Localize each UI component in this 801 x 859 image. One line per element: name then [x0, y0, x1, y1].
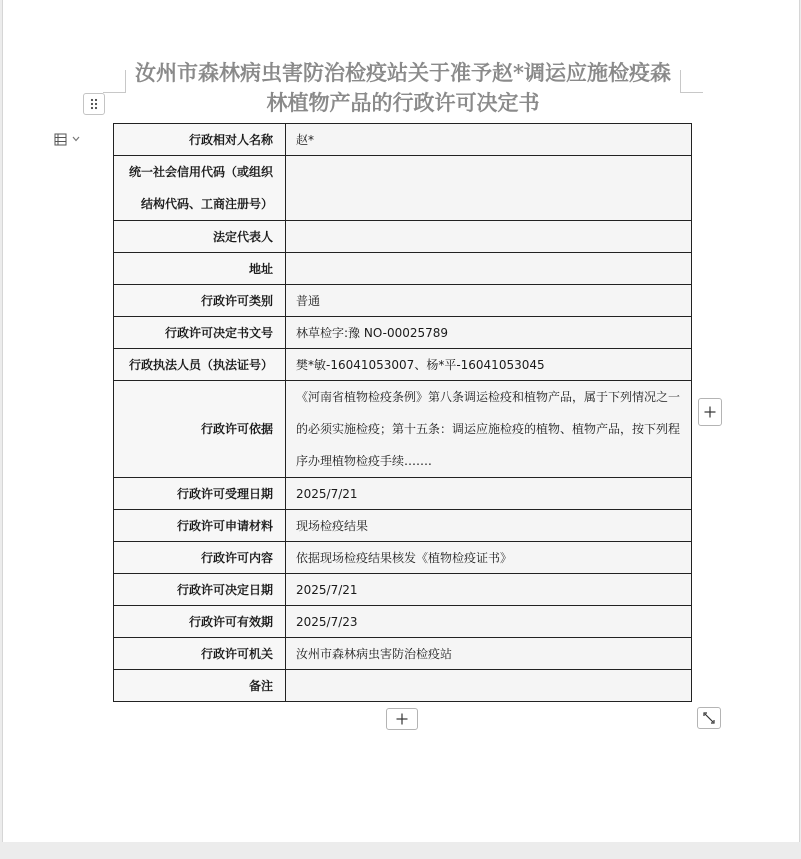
row-value[interactable]: 樊*敏-16041053007、杨*平-16041053045 [286, 349, 692, 381]
document-title: 汝州市森林病虫害防治检疫站关于准予赵*调运应施检疫森林植物产品的行政许可决定书 [135, 60, 671, 115]
row-value[interactable]: 依据现场检疫结果核发《植物检疫证书》 [286, 542, 692, 574]
row-value[interactable]: 2025/7/21 [286, 574, 692, 606]
row-value[interactable] [286, 156, 692, 221]
row-value[interactable]: 赵* [286, 124, 692, 156]
row-value[interactable]: 汝州市森林病虫害防治检疫站 [286, 638, 692, 670]
row-label: 行政许可内容 [114, 542, 286, 574]
plus-icon [396, 713, 408, 725]
row-value[interactable] [286, 221, 692, 253]
info-table [113, 123, 692, 702]
row-label: 行政许可有效期 [114, 606, 286, 638]
row-value[interactable] [286, 670, 692, 702]
table-row [114, 574, 692, 606]
row-label: 行政许可申请材料 [114, 510, 286, 542]
table-row [114, 124, 692, 156]
row-label: 行政许可机关 [114, 638, 286, 670]
row-label: 行政许可决定书文号 [114, 317, 286, 349]
resize-icon [703, 712, 715, 724]
row-label: 统一社会信用代码（或组织结构代码、工商注册号） [114, 156, 286, 221]
table-row [114, 285, 692, 317]
drag-handle-icon [90, 98, 98, 110]
row-label: 行政许可受理日期 [114, 478, 286, 510]
row-value[interactable]: 2025/7/21 [286, 478, 692, 510]
row-value[interactable]: 《河南省植物检疫条例》第八条调运检疫和植物产品，属于下列情况之一的必须实施检疫；第十五条：调运应施检疫的植物、植物产品，按下列程序办理植物检疫手续……. [286, 381, 692, 478]
block-drag-handle[interactable] [83, 93, 105, 115]
add-row-button[interactable] [386, 708, 418, 730]
row-value[interactable]: 2025/7/23 [286, 606, 692, 638]
row-value[interactable]: 林草检字:豫 NO-00025789 [286, 317, 692, 349]
margin-corner-left [103, 70, 126, 93]
row-value[interactable] [286, 253, 692, 285]
row-label: 法定代表人 [114, 221, 286, 253]
table-row [114, 221, 692, 253]
row-value[interactable]: 现场检疫结果 [286, 510, 692, 542]
table-row [114, 542, 692, 574]
table-row [114, 381, 692, 478]
plus-icon [704, 406, 716, 418]
document-page [2, 0, 800, 842]
row-label: 备注 [114, 670, 286, 702]
row-value[interactable]: 普通 [286, 285, 692, 317]
chevron-down-icon [71, 134, 81, 144]
table-resize-button[interactable] [697, 707, 721, 729]
row-label: 行政相对人名称 [114, 124, 286, 156]
table-row [114, 638, 692, 670]
row-label: 行政许可依据 [114, 381, 286, 478]
add-column-button[interactable] [698, 398, 722, 426]
table-row [114, 606, 692, 638]
table-row [114, 510, 692, 542]
row-label: 行政许可决定日期 [114, 574, 286, 606]
margin-corner-right [680, 70, 703, 93]
table-menu-button[interactable] [53, 128, 81, 150]
table-row [114, 478, 692, 510]
table-icon [53, 132, 67, 146]
row-label: 行政执法人员（执法证号） [114, 349, 286, 381]
row-label: 地址 [114, 253, 286, 285]
table-row [114, 253, 692, 285]
row-label: 行政许可类别 [114, 285, 286, 317]
table-row [114, 349, 692, 381]
table-row [114, 670, 692, 702]
table-row [114, 156, 692, 221]
table-row [114, 317, 692, 349]
